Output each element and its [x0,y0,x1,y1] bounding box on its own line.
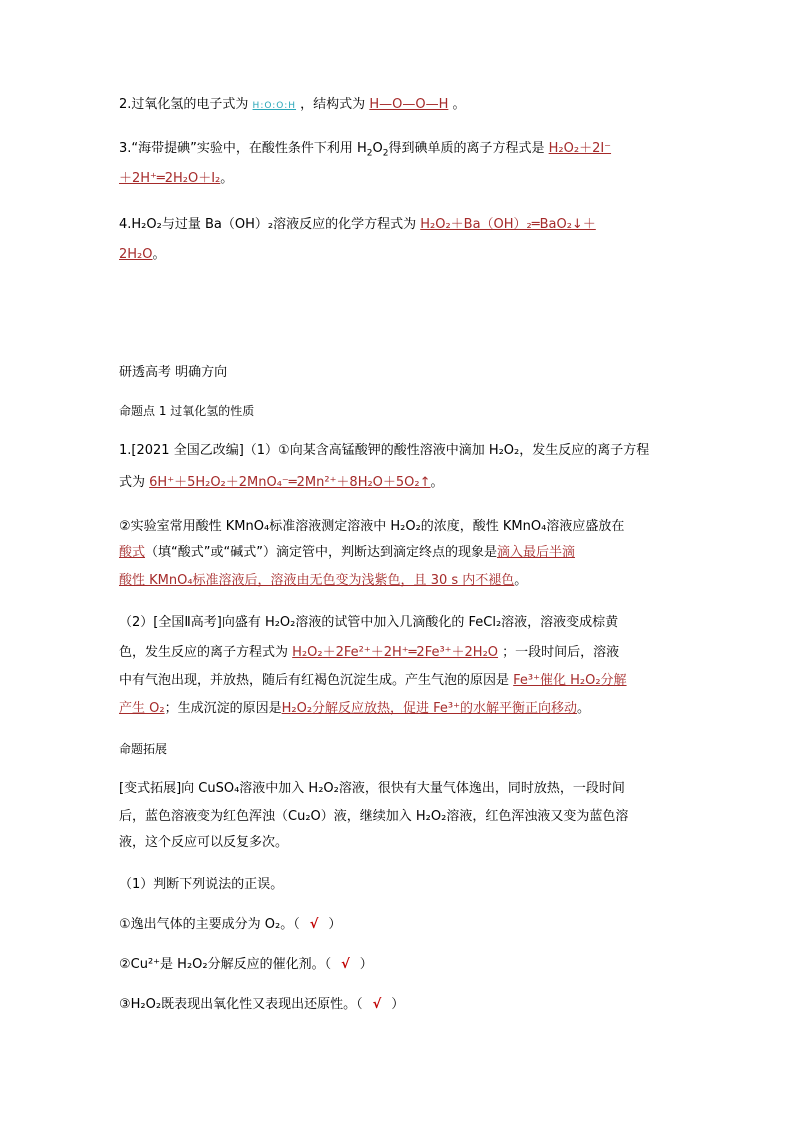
p1-l2-end: 。 [430,475,444,490]
problem-2-line-4 [119,700,590,718]
extension-line-1: [变式拓展]向 CuSO₄溶液中加入 H₂O₂溶液，很快有大量气体逸出，同时放热，一段时间 [119,781,625,796]
q3-text-c: 得到碘单质的离子方程式是 [388,141,545,156]
q2-end: 。 [452,97,466,112]
endpoint-answer-part-2: 酸性 KMnO₄标准溶液后，溶液由无色变为浅紫色，且 30 s 内不褪色 [119,573,515,588]
bubble-reason-answer-part-2: 产生 O₂ [119,701,165,716]
permanganate-equation-answer: 6H⁺＋5H₂O₂＋2MnO₄⁻═2Mn²⁺＋8H₂O＋5O₂↑ [149,475,431,490]
p2-l3-text: 中有气泡出现，并放热，随后有红褐色沉淀生成。产生气泡的原因是 [119,673,510,688]
problem-1-line-1: 1.[2021 全国乙改编]（1）①向某含高锰酸钾的酸性溶液中滴加 H₂O₂，发生反应的离子方程 [119,443,650,458]
q3-end: 。 [220,171,234,186]
endpoint-answer-part-1: 滴入最后半滴 [496,545,575,560]
judge-item-close: ） [391,997,405,1012]
judge-item-text: ①逸出气体的主要成分为 O₂。（ [119,917,300,932]
judge-item-close: ） [359,957,373,972]
p1-l2-text: 式为 [119,475,146,490]
judge-item-1 [119,916,341,934]
section-title: 研透高考 明确方向 [119,365,228,380]
structural-formula-answer: H—O—O—H [369,97,449,112]
q3-equation-part-2: ＋2H⁺═2H₂O＋I₂ [119,171,221,186]
question-4-line-2 [119,246,166,264]
problem-2-line-1: （2）[全国Ⅱ高考]向盛有 H₂O₂溶液的试管中加入几滴酸化的 FeCl₂溶液，溶液变成棕黄 [119,615,619,630]
q3-equation-part-1: H₂O₂＋2I⁻ [548,141,612,156]
precipitate-reason-answer: H₂O₂分解反应放热，促进 Fe³⁺的水解平衡正向移动 [281,701,577,716]
p2-l4-text: ；生成沉淀的原因是 [164,701,282,716]
judge-item-text: ③H₂O₂既表现出氧化性又表现出还原性。（ [119,997,363,1012]
question-3-line-1: 3.“海带提碘”实验中，在酸性条件下利用 $H_2O_2$得到碘单质的离子方程式是 H₂O₂＋2I⁻ [119,141,612,159]
p2-l2-text: 色，发生反应的离子方程式为 [119,645,289,660]
q2-text: 2.过氧化氢的电子式为 [119,97,249,112]
problem-1-line-4 [119,544,575,562]
q2-mid-text: ，结构式为 [300,97,366,112]
p2-l2-end: ；一段时间后，溶液 [502,645,620,660]
problem-2-line-3 [119,672,627,690]
check-mark-icon: √ [309,917,319,932]
q4-end: 。 [152,247,166,262]
extension-line-2: 后，蓝色溶液变为红色浑浊（Cu₂O）液，继续加入 H₂O₂溶液，红色浑浊液又变为蓝色溶 [119,809,629,824]
burette-type-answer: 酸式 [119,545,146,560]
judge-title: （1）判断下列说法的正误。 [119,877,284,892]
question-4-line-1 [119,216,596,234]
p1-l4-text: （填“酸式”或“碱式”）滴定管中，判断达到滴定终点的现象是 [145,545,497,560]
problem-1-line-3: ②实验室常用酸性 KMnO₄标准溶液测定溶液中 H₂O₂的浓度，酸性 KMnO₄溶液应盛放在 [119,519,625,534]
topic-1-heading: 命题点 1 过氧化氢的性质 [119,404,255,418]
judge-item-3 [119,996,404,1014]
q3-text: 3.“海带提碘”实验中，在酸性条件下利用 H [119,141,367,156]
extension-line-3: 液，这个反应可以反复多次。 [119,835,289,850]
bubble-reason-answer-part-1: Fe³⁺催化 H₂O₂分解 [513,673,627,688]
question-2 [119,96,466,115]
judge-item-text: ②Cu²⁺是 H₂O₂分解反应的催化剂。（ [119,957,332,972]
judge-item-close: ） [328,917,342,932]
q4-equation-part-2: 2H₂O [119,247,153,262]
q4-equation-part-1: H₂O₂＋Ba（OH）₂═BaO₂↓＋ [420,217,596,232]
topic-2-heading: 命题拓展 [119,742,168,756]
problem-1-line-5 [119,572,527,590]
q3-text-b: O [372,141,383,156]
electron-formula-answer: H:O:O:H [252,101,297,111]
p2-l4-end: 。 [577,701,591,716]
iron-oxidation-equation-answer: H₂O₂＋2Fe²⁺＋2H⁺═2Fe³⁺＋2H₂O [292,645,499,660]
p1-l5-end: 。 [514,573,528,588]
judge-item-2 [119,956,373,974]
check-mark-icon: √ [341,957,350,972]
problem-1-line-2 [119,474,444,492]
check-mark-icon: √ [372,997,382,1012]
question-3-line-2 [119,170,233,188]
problem-2-line-2 [119,644,619,662]
q4-text: 4.H₂O₂与过量 Ba（OH）₂溶液反应的化学方程式为 [119,217,417,232]
